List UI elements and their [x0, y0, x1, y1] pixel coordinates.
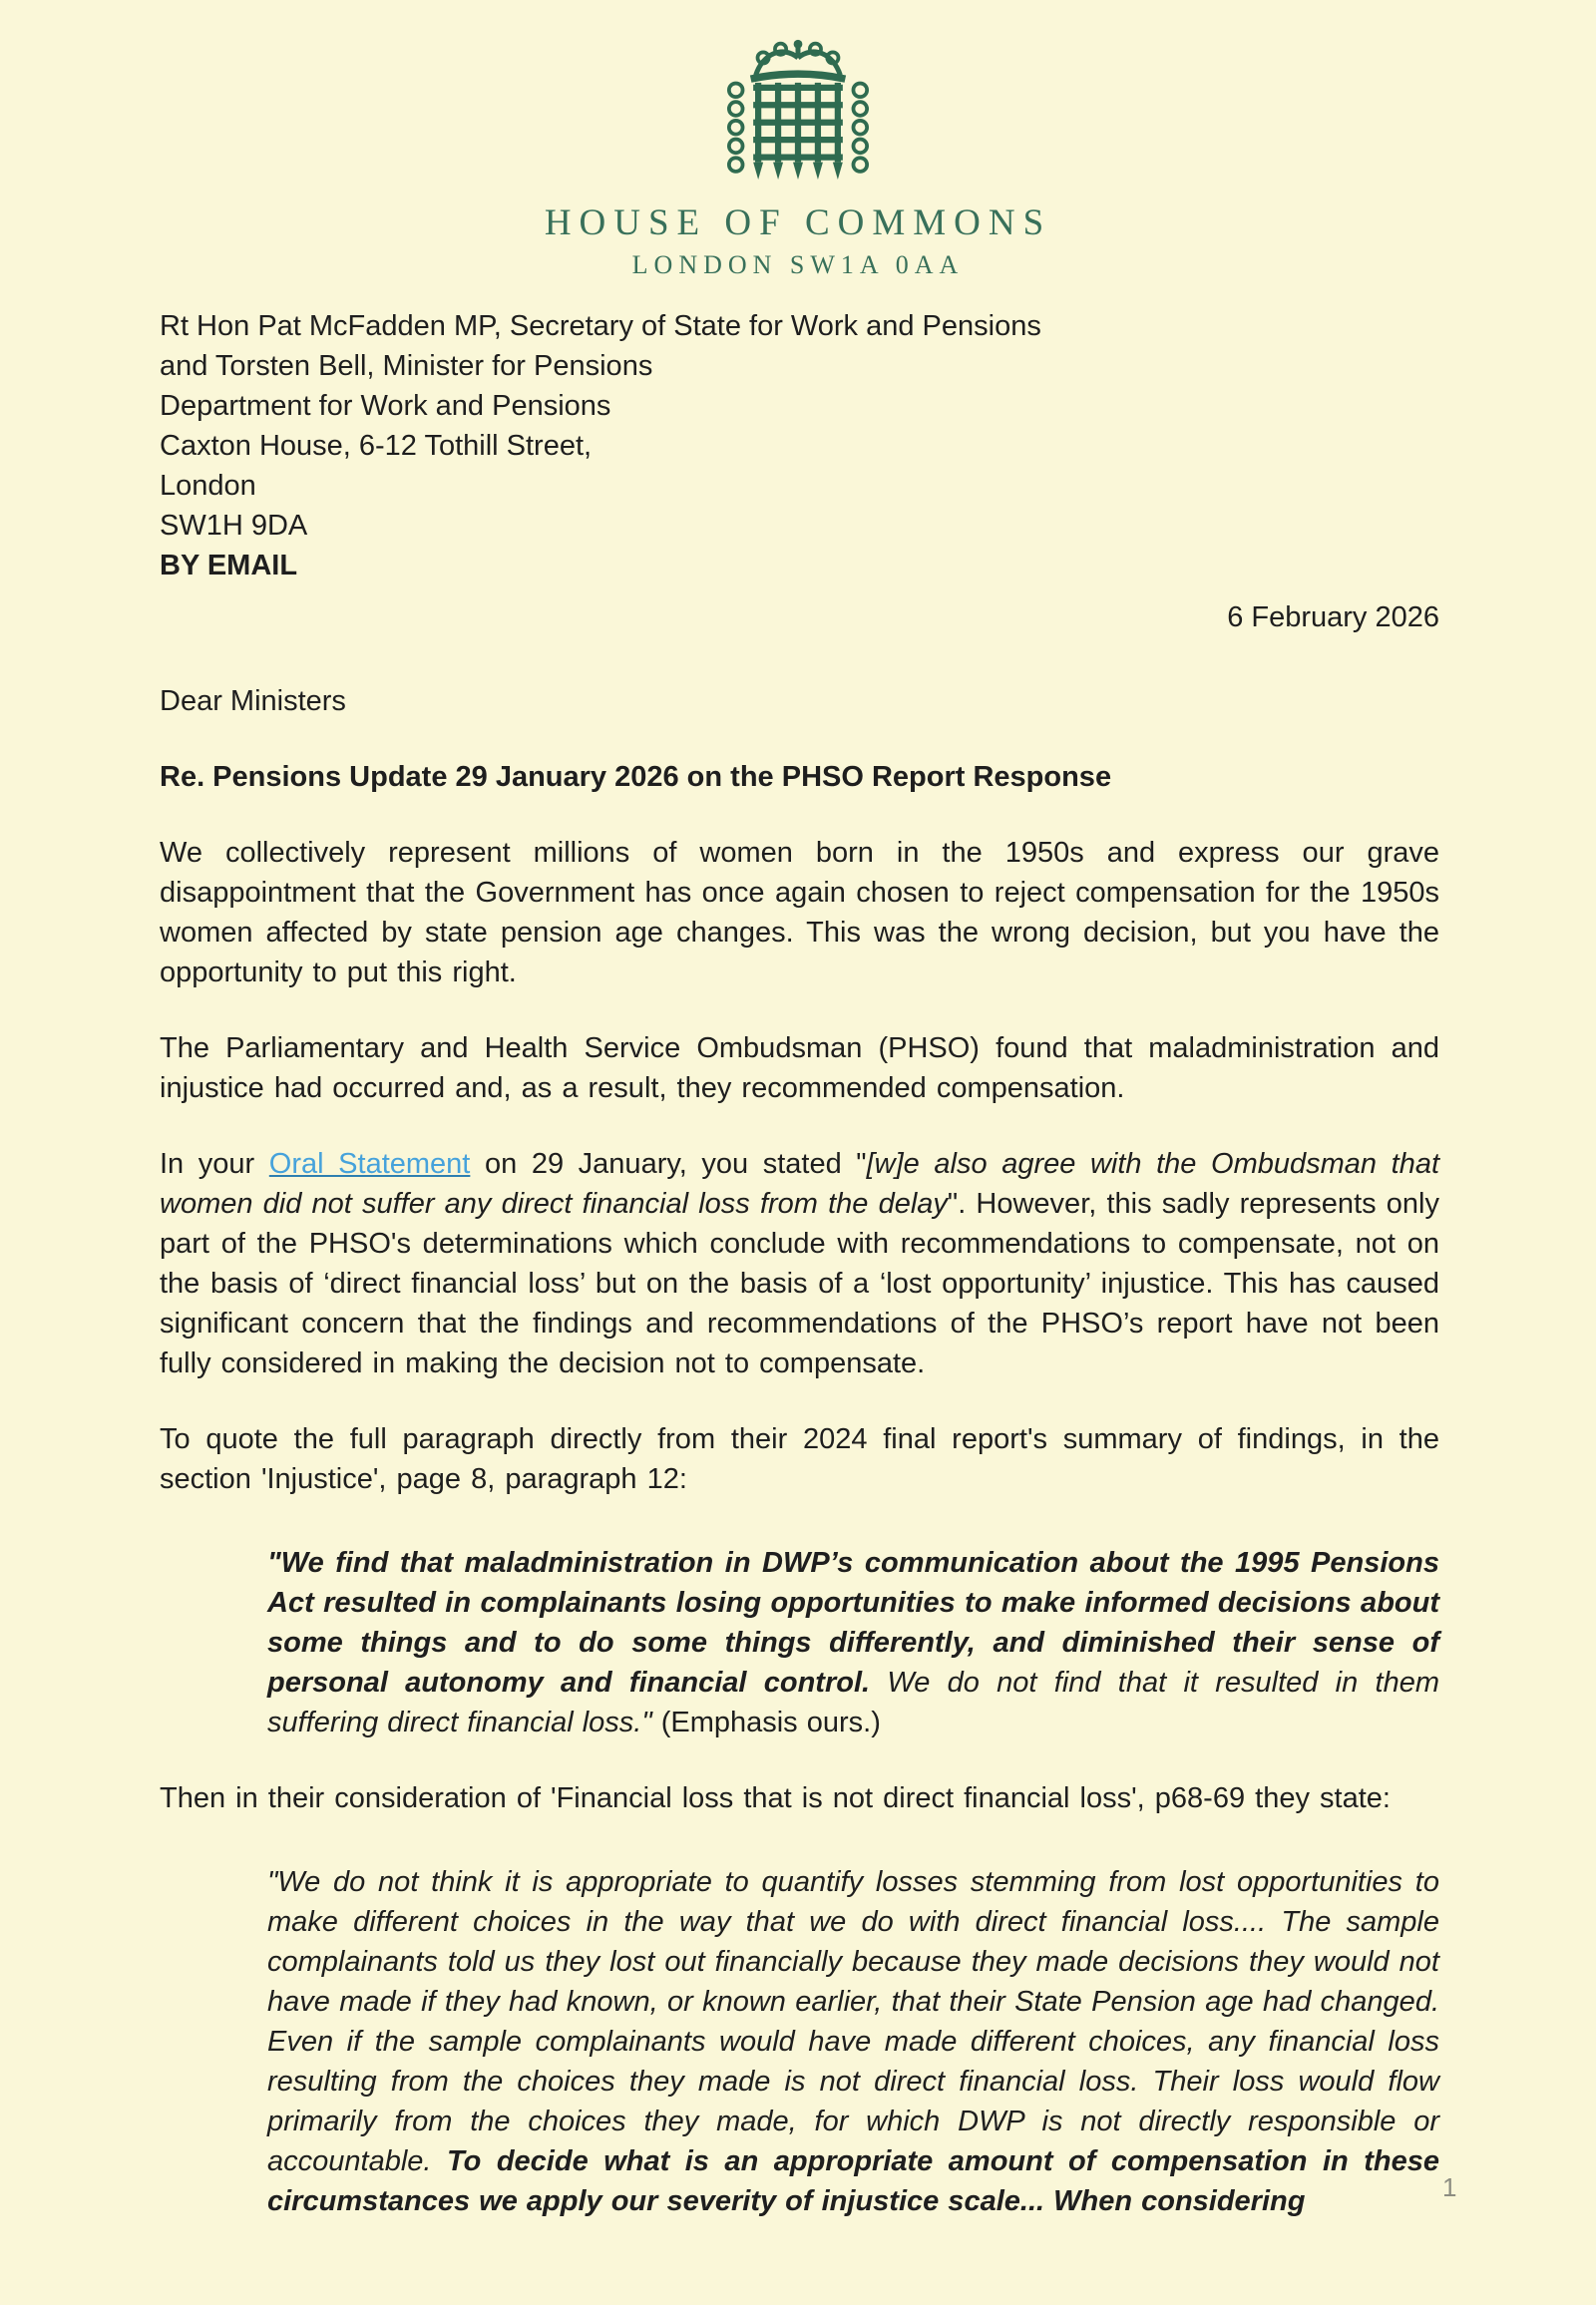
p3-text-pre: In your — [160, 1148, 269, 1180]
portcullis-crest-icon — [722, 38, 874, 190]
recipient-line: Department for Work and Pensions — [160, 390, 611, 422]
quote1-emphasized-text: "We find that maladministration in DWP’s communication about the 1995 Pensions Act resulted in complainants losing opportunities to make informed decisions about some things and to do some things differently, and diminished their sense of personal autonomy and financial control. — [267, 1547, 1439, 1699]
paragraph-1: We collectively represent millions of women born in the 1950s and express our grave disappointment that the Government has once again chosen to reject compensation for the 1950s women affected by state pension age changes. This was the wrong decision, but you have the opportunity to put this right. — [160, 837, 1439, 988]
p3-text-post: ". However, this sadly represents only part of the PHSO's determinations which conclude with recommendations to compensate, not on the basis of ‘direct financial loss’ but on the basis of a ‘lost opportunity’ injustice. This has caused significant concern that the findings and recommendations of the PHSO’s report have not been fully considered in making the decision not to compensate. — [160, 1188, 1439, 1379]
paragraph-2: The Parliamentary and Health Service Ombudsman (PHSO) found that maladministration and injustice had occurred and, as a result, they recommended compensation. — [160, 1032, 1439, 1104]
letterhead — [0, 0, 1596, 280]
quote2-emphasized-text: To decide what is an appropriate amount of compensation in these circumstances we apply our severity of injustice scale... When considering — [267, 2145, 1440, 2217]
org-address: LONDON SW1A 0AA — [631, 250, 965, 279]
letter-date: 6 February 2026 — [1227, 601, 1439, 633]
quote1-plain-text: We do not find that it resulted in them suffering direct financial loss." — [267, 1667, 1440, 1738]
paragraph-5: Then in their consideration of 'Financial loss that is not direct financial loss', p68-69 they state: — [160, 1782, 1391, 1814]
phso-report-quote-1 — [267, 1543, 1439, 1742]
recipient-line: and Torsten Bell, Minister for Pensions — [160, 350, 653, 382]
paragraph-3 — [160, 1144, 1439, 1383]
recipient-line: Rt Hon Pat McFadden MP, Secretary of State for Work and Pensions — [160, 310, 1041, 342]
org-name: HOUSE OF COMMONS — [544, 202, 1052, 243]
subject-line: Re. Pensions Update 29 January 2026 on the PHSO Report Response — [160, 761, 1112, 793]
recipient-line: Caxton House, 6-12 Tothill Street, — [160, 430, 593, 462]
quote2-main-text: "We do not think it is appropriate to quantify losses stemming from lost opportunities to make different choices in the way that we do with direct financial loss.... The sample complainants told us they lost out financially because they made decisions they would not have made if they had known, or known earlier, that their State Pension age had changed. Even if the sample complainants would have made different choices, any financial loss resulting from the choices they made is not direct financial loss. Their loss would flow primarily from the choices they made, for which DWP is not directly responsible or accountable. — [267, 1866, 1439, 2177]
paragraph-4: To quote the full paragraph directly from their 2024 final report's summary of findings, in the section 'Injustice', page 8, paragraph 12: — [160, 1423, 1439, 1495]
letter-body — [160, 306, 1439, 2221]
oral-statement-link[interactable]: Oral Statement — [268, 1148, 471, 1180]
recipient-line: SW1H 9DA — [160, 510, 308, 542]
quote1-note: (Emphasis ours.) — [651, 1707, 881, 1738]
p3-quoted-statement: [w]e also agree with the Ombudsman that women did not suffer any direct financial loss from the delay — [160, 1148, 1440, 1220]
phso-report-quote-2 — [267, 1862, 1439, 2221]
p3-text-mid: on 29 January, you stated " — [470, 1148, 867, 1180]
recipient-address-block — [160, 306, 1439, 585]
page-number: 1 — [1442, 2172, 1457, 2202]
delivery-method: BY EMAIL — [160, 550, 298, 581]
salutation: Dear Ministers — [160, 685, 346, 717]
recipient-line: London — [160, 470, 256, 502]
